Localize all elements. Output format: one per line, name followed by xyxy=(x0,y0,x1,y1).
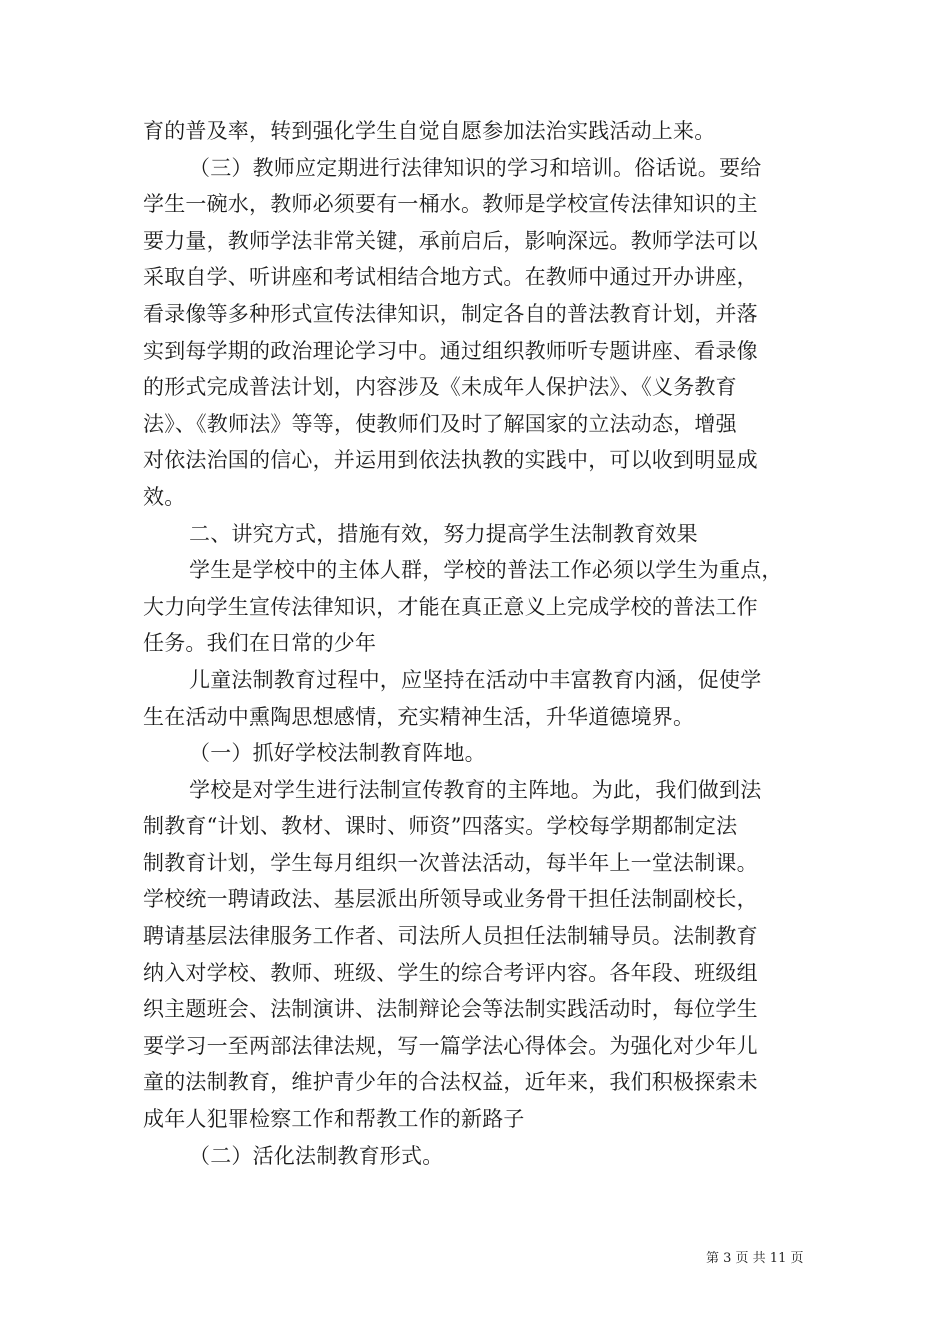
page-number: 第 3 页 共 11 页 xyxy=(706,1251,804,1266)
text-line: 效。 xyxy=(143,484,186,509)
document-body xyxy=(143,113,813,1174)
text-line: 制教育计划，学生每月组织一次普法活动，每半年上一堂法制课。 xyxy=(143,850,758,875)
text-line: 看录像等多种形式宣传法律知识，制定各自的普法教育计划，并落 xyxy=(143,301,758,326)
text-line: （二）活化法制教育形式。 xyxy=(189,1143,444,1168)
text-line: 大力向学生宣传法律知识，才能在真正意义上完成学校的普法工作 xyxy=(143,594,758,619)
text-line: 儿童法制教育过程中，应坚持在活动中丰富教育内涵，促使学 xyxy=(189,667,762,692)
text-line: 制教育“计划、教材、课时、师资”四落实。学校每学期都制定法 xyxy=(143,814,738,839)
text-line: 生在活动中熏陶思想感情，充实精神生活，升华道德境界。 xyxy=(143,704,695,729)
text-line: 学校是对学生进行法制宣传教育的主阵地。为此，我们做到法 xyxy=(189,777,762,802)
text-line: 学生是学校中的主体人群，学校的普法工作必须以学生为重点， xyxy=(189,558,783,583)
text-line: 学生一碗水，教师必须要有一桶水。教师是学校宣传法律知识的主 xyxy=(143,192,758,217)
text-line: 要学习一至两部法律法规，写一篇学法心得体会。为强化对少年儿 xyxy=(143,1033,758,1058)
text-line: 实到每学期的政治理论学习中。通过组织教师听专题讲座、看录像 xyxy=(143,338,758,363)
text-line: 对依法治国的信心，并运用到依法执教的实践中，可以收到明显成 xyxy=(143,448,758,473)
text-line: 成年人犯罪检察工作和帮教工作的新路子 xyxy=(143,1107,525,1132)
text-line: 二、讲究方式，措施有效，努力提高学生法制教育效果 xyxy=(189,521,698,546)
text-line: 的形式完成普法计划，内容涉及《未成年人保护法》、《义务教育 xyxy=(143,375,737,400)
text-line: 法》、《教师法》等等，使教师们及时了解国家的立法动态，增强 xyxy=(143,411,737,436)
text-line: 学校统一聘请政法、基层派出所领导或业务骨干担任法制副校长， xyxy=(143,887,758,912)
text-line: 育的普及率，转到强化学生自觉自愿参加法治实践活动上来。 xyxy=(143,119,716,143)
text-line: 任务。我们在日常的少年 xyxy=(143,631,377,656)
text-line: 织主题班会、法制演讲、法制辩论会等法制实践活动时，每位学生 xyxy=(143,997,758,1022)
text-line: 采取自学、听讲座和考试相结合地方式。在教师中通过开办讲座， xyxy=(143,265,758,290)
text-line: （一）抓好学校法制教育阵地。 xyxy=(189,741,486,766)
text-line: 要力量，教师学法非常关键，承前启后，影响深远。教师学法可以 xyxy=(143,228,758,253)
text-line: 聘请基层法律服务工作者、司法所人员担任法制辅导员。法制教育 xyxy=(143,924,758,949)
text-line: 纳入对学校、教师、班级、学生的综合考评内容。各年段、班级组 xyxy=(143,960,758,985)
text-line: （三）教师应定期进行法律知识的学习和培训。俗话说。要给 xyxy=(189,155,762,180)
text-line: 童的法制教育，维护青少年的合法权益，近年来，我们积极探索未 xyxy=(143,1070,758,1095)
